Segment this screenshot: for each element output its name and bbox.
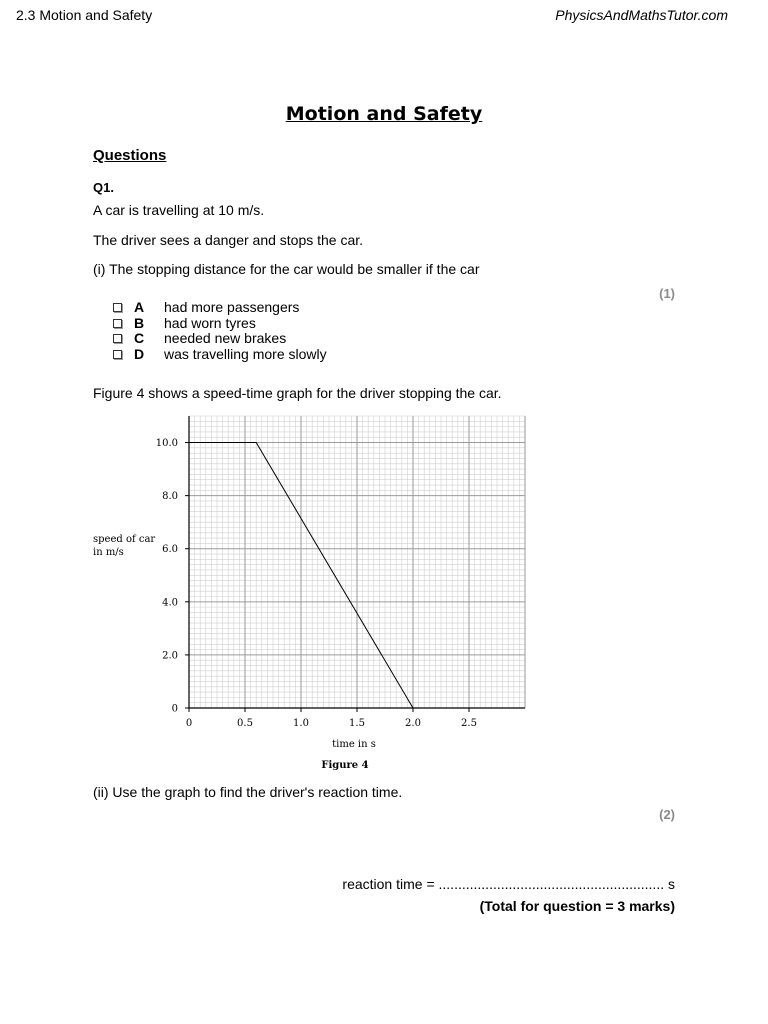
- figure-intro: Figure 4 shows a speed-time graph for the driver stopping the car.: [93, 385, 502, 401]
- y-axis-label-line-2: in m/s: [93, 547, 124, 558]
- question-line-1: A car is travelling at 10 m/s.: [93, 202, 265, 218]
- tick-labels: [156, 438, 477, 729]
- page-title: Motion and Safety: [285, 103, 483, 125]
- option-letter: B: [134, 314, 145, 331]
- x-axis-label: time in s: [332, 739, 376, 750]
- x-tick-label: 0: [185, 718, 193, 729]
- axes: [185, 416, 525, 712]
- option-letter: A: [134, 299, 145, 315]
- option-text: had more passengers: [164, 299, 300, 315]
- question-line-2: The driver sees a danger and stops the car.: [93, 232, 364, 248]
- y-axis-label-line-1: speed of car: [93, 534, 156, 545]
- x-tick-label: 2.0: [405, 718, 421, 729]
- x-tick-label: 2.5: [461, 718, 477, 729]
- x-tick-label: 0.5: [237, 718, 253, 729]
- y-tick-label: 10.0: [155, 438, 178, 450]
- option-text: was travelling more slowly: [164, 345, 327, 362]
- question-number: Q1.: [93, 180, 114, 195]
- y-tick-label: 2.0: [162, 650, 178, 662]
- y-tick-label: 4.0: [162, 597, 178, 609]
- y-tick-label: 0: [171, 703, 178, 715]
- total-marks: (Total for question = 3 marks): [479, 898, 675, 914]
- header-site: PhysicsAndMathsTutor.com: [555, 7, 728, 23]
- part-ii-marks: (2): [659, 807, 675, 822]
- option-letter: D: [134, 345, 145, 362]
- part-i-question: (i) The stopping distance for the car would be smaller if the car: [93, 261, 480, 277]
- figure-caption: Figure 4: [321, 760, 369, 771]
- y-tick-label: 6.0: [162, 544, 178, 556]
- header-topic: 2.3 Motion and Safety: [16, 7, 153, 23]
- option-letter: C: [134, 330, 145, 347]
- reaction-time-answer-line[interactable]: reaction time = .......................................................... s: [342, 876, 675, 892]
- part-i-marks: (1): [659, 286, 675, 301]
- y-tick-label: 8.0: [162, 491, 178, 503]
- x-tick-label: 1.5: [349, 718, 365, 729]
- option-text: needed new brakes: [164, 330, 287, 347]
- x-tick-label: 1.0: [293, 718, 309, 729]
- option-text: had worn tyres: [164, 314, 256, 331]
- section-heading: Questions: [93, 147, 167, 164]
- part-ii-question: (ii) Use the graph to find the driver's reaction time.: [93, 784, 403, 800]
